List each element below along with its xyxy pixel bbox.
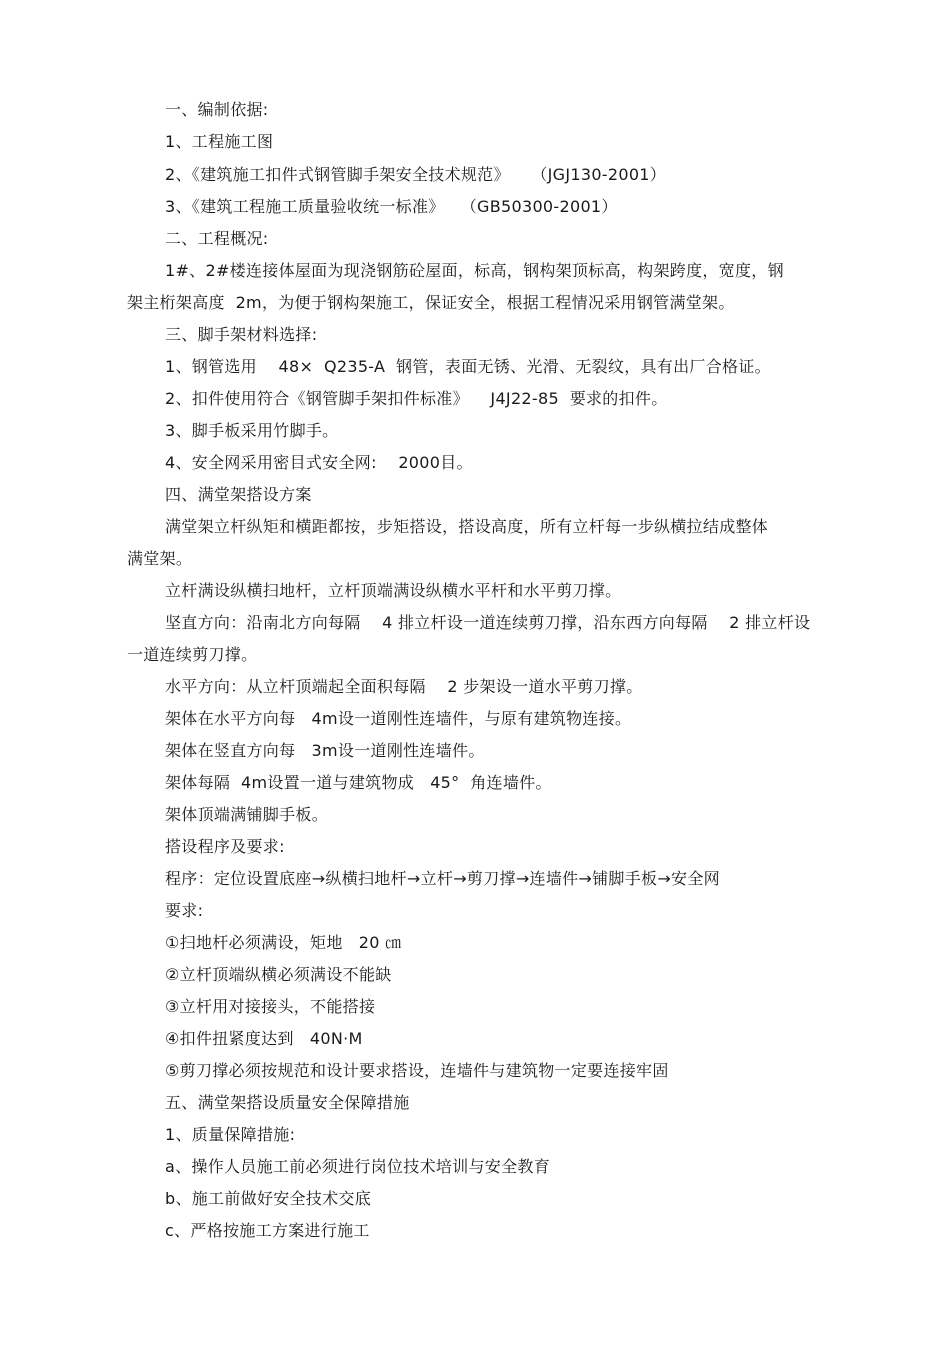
- requirement-item-4: ④扣件扭紧度达到 40N·M: [165, 1029, 363, 1048]
- requirements-heading: 要求:: [165, 901, 204, 920]
- materials-item-3: 3、脚手板采用竹脚手。: [165, 421, 339, 440]
- section-heading-basis: 一、编制依据:: [165, 100, 269, 119]
- requirement-item-1: ①扫地杆必须满设，矩地 20 ㎝: [165, 933, 402, 952]
- plan-paragraph-5: 架体在水平方向每 4m设一道刚性连墙件，与原有建筑物连接。: [165, 709, 632, 728]
- materials-item-1: 1、钢管选用 48× Q235-A 钢管，表面无锈、光滑、无裂纹，具有出厂合格证。: [165, 357, 771, 376]
- section-heading-materials: 三、脚手架材料选择:: [165, 325, 318, 344]
- plan-paragraph-2: 立杆满设纵横扫地杆，立杆顶端满设纵横水平杆和水平剪刀撑。: [165, 581, 622, 600]
- plan-paragraph-8: 架体顶端满铺脚手板。: [165, 805, 329, 824]
- plan-paragraph-3-line-1: 坚直方向：沿南北方向每隔 4 排立杆设一道连续剪刀撑，沿东西方向每隔 2 排立杆设: [165, 613, 811, 632]
- plan-paragraph-1-line-1: 满堂架立杆纵矩和横距都按，步矩搭设，搭设高度，所有立杆每一步纵横拉结成整体: [165, 517, 769, 536]
- materials-item-4: 4、安全网采用密目式安全网: 2000目。: [165, 453, 473, 472]
- section-heading-overview: 二、工程概况:: [165, 229, 269, 248]
- section-heading-quality: 五、满堂架搭设质量安全保障措施: [165, 1093, 410, 1112]
- plan-paragraph-3-line-2: 一道连续剪刀撑。: [127, 645, 258, 664]
- requirement-item-2: ②立杆顶端纵横必须满设不能缺: [165, 965, 392, 984]
- plan-paragraph-7: 架体每隔 4m设置一道与建筑物成 45° 角连墙件。: [165, 773, 552, 792]
- overview-paragraph-line-2: 架主桁架高度 2m，为便于钢构架施工，保证安全，根据工程情况采用钢管满堂架。: [127, 293, 735, 312]
- plan-paragraph-6: 架体在竖直方向每 3m设一道刚性连墙件。: [165, 741, 485, 760]
- quality-item-a: a、操作人员施工前必须进行岗位技术培训与安全教育: [165, 1157, 551, 1176]
- plan-paragraph-1-line-2: 满堂架。: [127, 549, 193, 568]
- materials-item-2: 2、扣件使用符合《钢管脚手架扣件标准》 J4J22-85 要求的扣件。: [165, 389, 668, 408]
- overview-paragraph-line-1: 1#、2#楼连接体屋面为现浇钢筋砼屋面，标高，钢构架顶标高，构架跨度，宽度，钢: [165, 261, 784, 280]
- quality-subheading: 1、质量保障措施:: [165, 1125, 296, 1144]
- basis-item-1: 1、工程施工图: [165, 132, 274, 151]
- procedure-heading: 搭设程序及要求:: [165, 837, 285, 856]
- quality-item-c: c、严格按施工方案进行施工: [165, 1221, 370, 1240]
- requirement-item-3: ③立杆用对接接头，不能搭接: [165, 997, 376, 1016]
- basis-item-2: 2、《建筑施工扣件式钢管脚手架安全技术规范》 （JGJ130-2001）: [165, 165, 667, 184]
- basis-item-3: 3、《建筑工程施工质量验收统一标准》 （GB50300-2001）: [165, 197, 618, 216]
- quality-item-b: b、施工前做好安全技术交底: [165, 1189, 372, 1208]
- requirement-item-5: ⑤剪刀撑必须按规范和设计要求搭设，连墙件与建筑物一定要连接牢固: [165, 1061, 669, 1080]
- plan-paragraph-4: 水平方向：从立杆顶端起全面积每隔 2 步架设一道水平剪刀撑。: [165, 677, 643, 696]
- section-heading-plan: 四、满堂架搭设方案: [165, 485, 312, 504]
- procedure-sequence: 程序：定位设置底座→纵横扫地杆→立杆→剪刀撑→连墙件→铺脚手板→安全网: [165, 869, 720, 888]
